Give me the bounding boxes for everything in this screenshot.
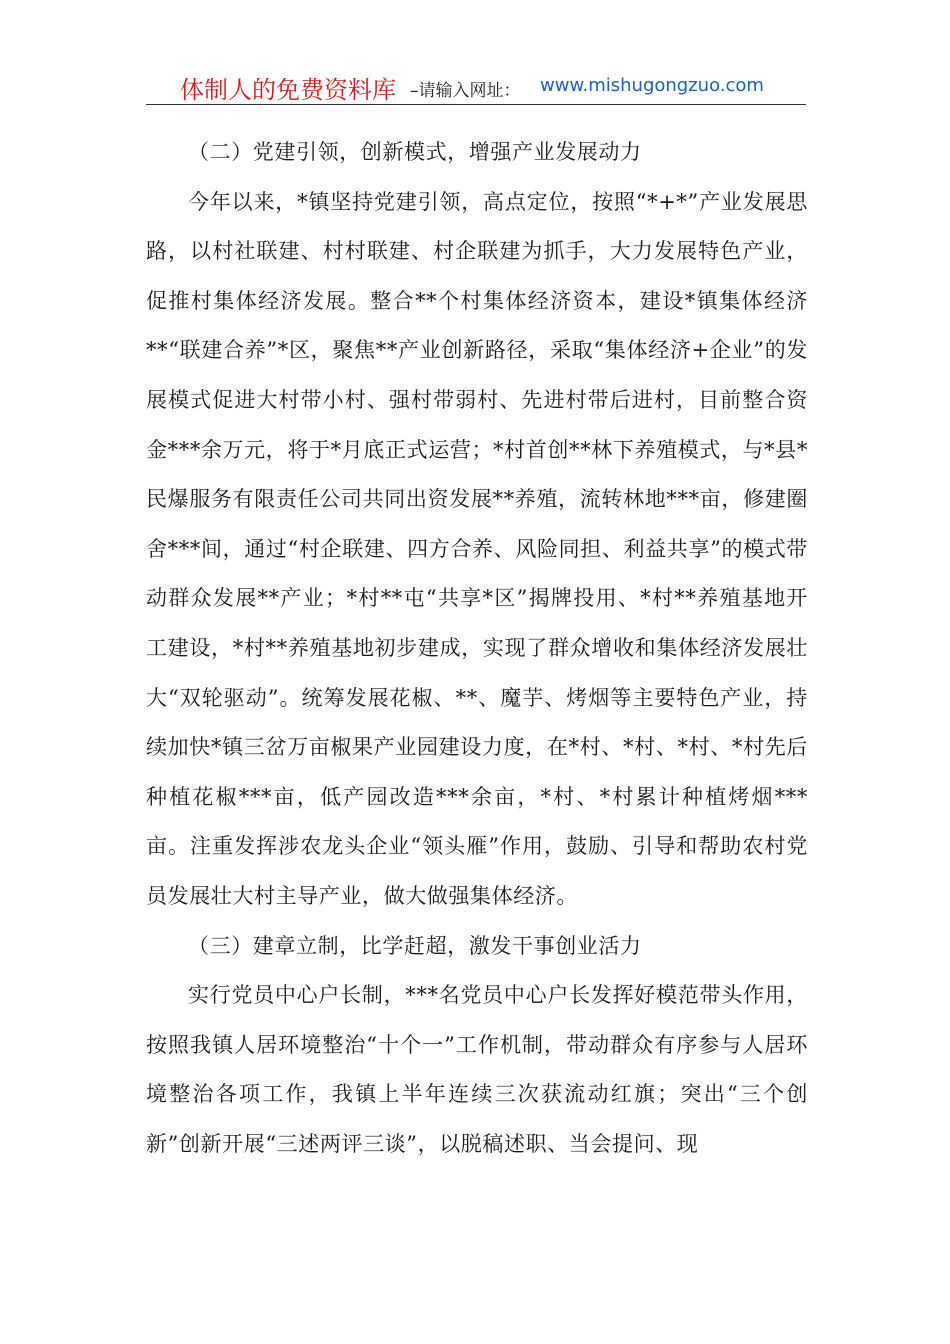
paragraph: 实行党员中心户长制，***名党员中心户长发挥好模范带头作用，按照我镇人居环境整治“十个一”工作机制，带动群众有序参与人居环境整治各项工作，我镇上半年连续三次获流动红旗；突出“三个创新”创新开展“三述两评三谈”，以脱稿述职、当会提问、现: [146, 983, 808, 1156]
paragraph: 今年以来，*镇坚持党建引领，高点定位，按照“*+*”产业发展思路，以村社联建、村村联建、村企联建为抓手，大力发展特色产业，促推村集体经济发展。整合**个村集体经济资本，建设*镇集体经济**“联建合养”*区，聚焦**产业创新路径，采取“集体经济+企业”的发展模式促进大村带小村、强村带弱村、先进村带后进村，目前整合资金***余万元，将于*月底正式运营；*村首创**林下养殖模式，与*县*民爆服务有限责任公司共同出资发展**养殖，流转林地***亩，修建圈舍***间，通过“村企联建、四方合养、风险同担、利益共享”的模式带动群众发展**产业；*村**屯“共享*区”揭牌投用、*村**养殖基地开工建设，*村**养殖基地初步建成，实现了群众增收和集体经济发展壮大“双轮驱动”。统筹发展花椒、**、魔芋、烤烟等主要特色产业，持续加快*镇三岔万亩椒果产业园建设力度，在*村、*村、*村、*村先后种植花椒***亩，低产园改造***余亩，*村、*村累计种植烤烟***亩。注重发挥涉农龙头企业“领头雁”作用，鼓励、引导和帮助农村党员发展壮大村主导产业，做大做强集体经济。: [146, 189, 808, 908]
section-heading: （二）党建引领，创新模式，增强产业发展动力: [188, 140, 642, 164]
document-body: [146, 128, 808, 1169]
site-brand: 体制人的免费资料库: [180, 76, 396, 104]
site-url-link[interactable]: www.mishugongzuo.com: [540, 75, 764, 96]
url-hint: –请输入网址：: [410, 81, 521, 101]
page-header: [146, 66, 806, 105]
section-heading: （三）建章立制，比学赶超，激发干事创业活力: [188, 933, 642, 958]
